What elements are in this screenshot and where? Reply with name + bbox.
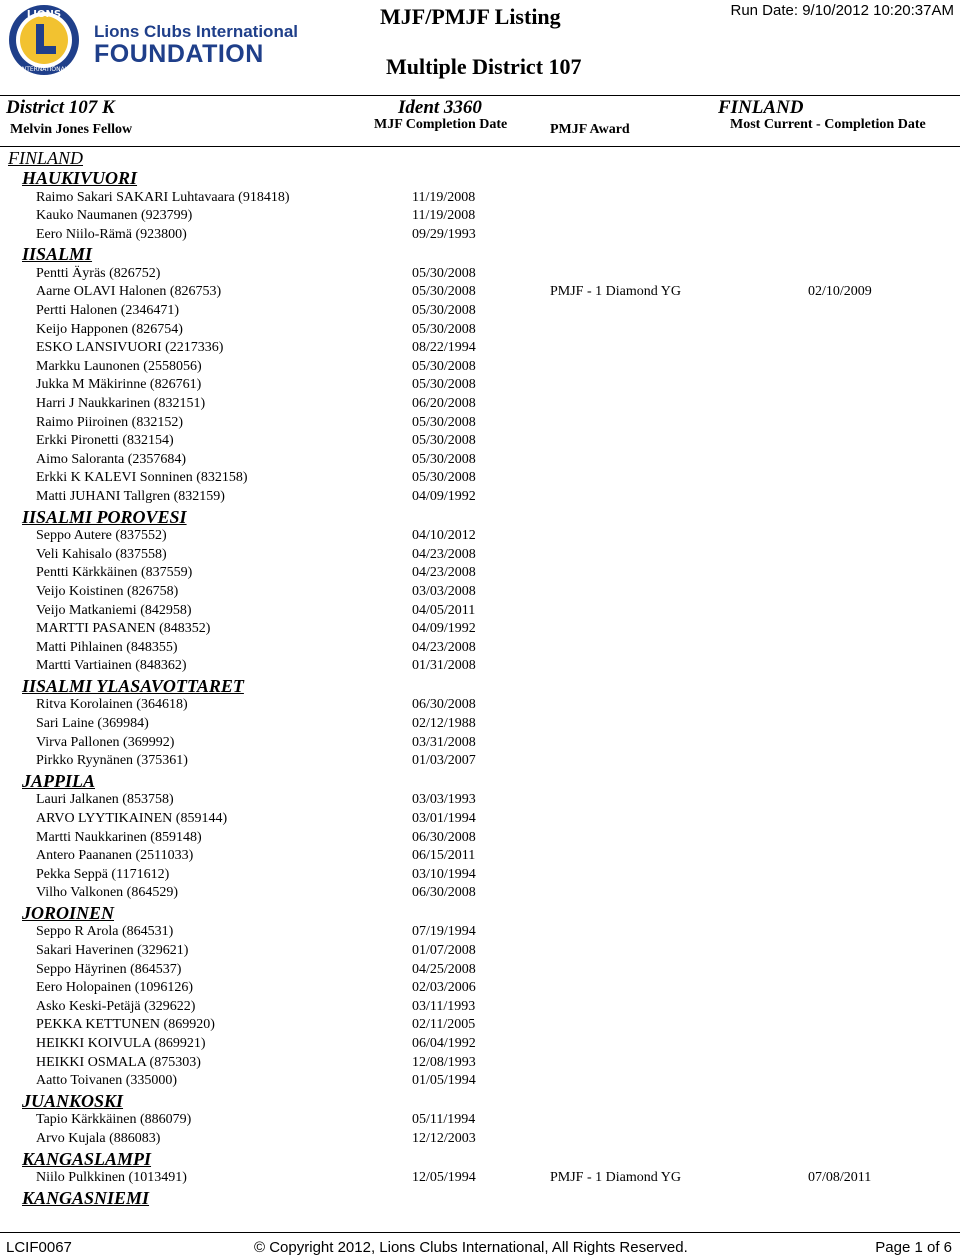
country-label: FINLAND: [718, 97, 804, 118]
fellow-row: [0, 735, 960, 753]
report-title: MJF/PMJF Listing: [380, 4, 561, 29]
fellow-row: [0, 284, 960, 302]
fellow-name: Seppo Häyrinen (864537): [36, 961, 182, 977]
completion-date: 04/05/2011: [412, 602, 476, 618]
col-completion: MJF Completion Date: [374, 117, 508, 132]
report-subtitle: Multiple District 107: [386, 54, 582, 79]
fellow-row: [0, 1036, 960, 1054]
lcif-logo: [6, 2, 299, 78]
club-heading: HAUKIVUORI: [22, 168, 138, 188]
club-heading: IISALMI POROVESI: [22, 506, 187, 527]
completion-date: 06/30/2008: [412, 697, 476, 713]
completion-date: 05/30/2008: [412, 303, 476, 318]
fellow-row: [0, 340, 960, 358]
fellow-name: Aatto Toivanen (335000): [36, 1073, 178, 1089]
fellow-name: Raimo Piiroinen (832152): [36, 414, 183, 430]
fellow-row: [0, 190, 960, 208]
fellow-name: Keijo Happonen (826754): [36, 321, 183, 337]
club-heading: JUANKOSKI: [22, 1090, 124, 1111]
fellow-row: [0, 811, 960, 829]
fellow-name: Kauko Naumanen (923799): [36, 208, 193, 224]
column-header-bar: [0, 95, 960, 147]
fellow-row: [0, 377, 960, 395]
fellow-name: Tapio Kärkkäinen (886079): [36, 1112, 192, 1128]
completion-date: 03/31/2008: [412, 734, 476, 750]
fellow-row: [0, 697, 960, 715]
fellow-name: Eero Niilo-Rämä (923800): [36, 226, 187, 242]
fellow-row: [0, 1055, 960, 1073]
club-heading: IISALMI: [22, 244, 93, 265]
col-award: PMJF Award: [550, 122, 630, 137]
fellow-name: Pentti Äyräs (826752): [36, 265, 161, 281]
club-heading: JAPPILA: [22, 770, 96, 791]
fellow-row: [0, 470, 960, 488]
logo-line1: Lions Clubs International: [94, 22, 299, 41]
fellow-name: Matti JUHANI Tallgren (832159): [36, 489, 225, 504]
completion-date: 06/20/2008: [412, 396, 476, 411]
completion-date: 05/30/2008: [412, 265, 476, 281]
fellow-name: MARTTI PASANEN (848352): [36, 621, 211, 637]
completion-date: 08/22/1994: [412, 340, 476, 356]
completion-date: 01/31/2008: [412, 658, 476, 674]
fellow-name: Niilo Pulkkinen (1013491): [36, 1170, 187, 1185]
fellow-row: [0, 885, 960, 903]
fellow-name: Pentti Kärkkäinen (837559): [36, 565, 193, 581]
ident-label: Ident 3360: [398, 97, 482, 118]
completion-date: 05/30/2008: [412, 433, 476, 449]
fellow-row: [0, 1112, 960, 1130]
fellow-row: [0, 867, 960, 885]
pmjf-award: PMJF - 1 Diamond YG: [550, 1170, 681, 1185]
fellow-name: ARVO LYYTIKAINEN (859144): [36, 810, 228, 826]
fellow-name: Markku Launonen (2558056): [36, 358, 202, 374]
fellow-row: [0, 396, 960, 414]
fellow-row: [0, 962, 960, 980]
completion-date: 02/12/1988: [412, 716, 476, 731]
completion-date: 11/19/2008: [412, 189, 476, 205]
district-label: District 107 K: [6, 97, 115, 118]
fellow-row: [0, 848, 960, 866]
fellow-row: [0, 603, 960, 621]
completion-date: 04/09/1992: [412, 621, 476, 637]
completion-date: 05/30/2008: [412, 284, 476, 300]
completion-date: 04/23/2008: [412, 546, 476, 562]
fellow-name: Jukka M Mäkirinne (826761): [36, 377, 202, 393]
completion-date: 05/30/2008: [412, 377, 476, 393]
completion-date: 05/11/1994: [412, 1112, 476, 1128]
fellow-name: ESKO LANSIVUORI (2217336): [36, 340, 224, 356]
fellow-name: Aarne OLAVI Halonen (826753): [36, 284, 222, 300]
completion-date: 12/05/1994: [412, 1170, 476, 1185]
fellow-name: HEIKKI OSMALA (875303): [36, 1054, 201, 1070]
fellow-row: [0, 489, 960, 507]
fellow-row: [0, 528, 960, 546]
fellow-row: [0, 208, 960, 226]
completion-date: 06/15/2011: [412, 848, 476, 864]
fellow-row: [0, 943, 960, 961]
fellow-name: PEKKA KETTUNEN (869920): [36, 1017, 215, 1033]
run-date: Run Date: 9/10/2012 10:20:37AM: [730, 2, 954, 19]
completion-date: 11/19/2008: [412, 208, 476, 224]
fellow-row: [0, 621, 960, 639]
fellow-name: Sari Laine (369984): [36, 716, 149, 731]
fellow-name: Matti Pihlainen (848355): [36, 639, 178, 655]
fellow-name: Seppo R Arola (864531): [36, 924, 174, 940]
fellow-row: [0, 792, 960, 810]
logo-line2: FOUNDATION: [94, 40, 264, 68]
fellow-name: Harri J Naukkarinen (832151): [36, 396, 206, 411]
fellow-name: Raimo Sakari SAKARI Luhtavaara (918418): [36, 189, 290, 205]
fellow-row: [0, 980, 960, 998]
completion-date: 06/30/2008: [412, 885, 476, 901]
fellow-row: [0, 547, 960, 565]
fellow-row: [0, 452, 960, 470]
fellow-row: [0, 716, 960, 734]
fellow-row: [0, 415, 960, 433]
svg-text:INTERNATIONAL: INTERNATIONAL: [19, 66, 69, 73]
completion-date: 04/23/2008: [412, 565, 476, 581]
fellow-row: [0, 266, 960, 284]
completion-date: 02/11/2005: [412, 1017, 476, 1033]
fellow-name: Arvo Kujala (886083): [36, 1130, 161, 1146]
completion-date: 01/03/2007: [412, 753, 476, 769]
completion-date: 03/01/1994: [412, 810, 476, 826]
page-footer: [0, 1232, 960, 1259]
svg-text:LIONS: LIONS: [26, 9, 62, 20]
fellow-row: [0, 303, 960, 321]
current-completion-date: 02/10/2009: [808, 284, 872, 300]
fellow-row: [0, 753, 960, 771]
fellow-name: Virva Pallonen (369992): [36, 734, 175, 750]
current-completion-date: 07/08/2011: [808, 1170, 872, 1185]
fellow-row: [0, 322, 960, 340]
fellow-name: Pirkko Ryynänen (375361): [36, 753, 188, 769]
fellow-row: [0, 830, 960, 848]
fellow-name: Eero Holopainen (1096126): [36, 980, 194, 996]
fellow-name: Veijo Matkaniemi (842958): [36, 602, 192, 618]
col-fellow: Melvin Jones Fellow: [10, 122, 133, 137]
fellow-name: Asko Keski-Petäjä (329622): [36, 998, 196, 1014]
completion-date: 04/23/2008: [412, 639, 476, 655]
fellow-name: Martti Naukkarinen (859148): [36, 829, 202, 845]
fellow-name: Erkki Pironetti (832154): [36, 433, 174, 449]
completion-date: 05/30/2008: [412, 451, 476, 467]
fellow-name: Seppo Autere (837552): [36, 528, 167, 544]
fellow-row: [0, 999, 960, 1017]
club-heading: JOROINEN: [22, 902, 115, 923]
completion-date: 04/25/2008: [412, 961, 476, 977]
page-number: Page 1 of 6: [875, 1239, 952, 1256]
completion-date: 02/03/2006: [412, 980, 476, 996]
completion-date: 05/30/2008: [412, 321, 476, 337]
completion-date: 05/30/2008: [412, 414, 476, 430]
fellow-name: Lauri Jalkanen (853758): [36, 792, 174, 808]
completion-date: 01/07/2008: [412, 943, 476, 958]
report-id: LCIF0067: [6, 1239, 72, 1256]
fellow-row: [0, 584, 960, 602]
col-current: Most Current - Completion Date: [730, 117, 926, 132]
completion-date: 04/09/1992: [412, 489, 476, 504]
club-heading: KANGASNIEMI: [22, 1187, 150, 1208]
fellow-row: [0, 359, 960, 377]
club-heading: IISALMI YLASAVOTTARET: [22, 675, 244, 696]
completion-date: 05/30/2008: [412, 358, 476, 374]
completion-date: 06/30/2008: [412, 829, 476, 845]
pmjf-award: PMJF - 1 Diamond YG: [550, 284, 681, 300]
fellow-name: Veijo Koistinen (826758): [36, 583, 179, 599]
fellow-row: [0, 1170, 960, 1188]
fellow-name: Erkki K KALEVI Sonninen (832158): [36, 470, 248, 486]
copyright: © Copyright 2012, Lions Clubs International, All Rights Reserved.: [254, 1239, 688, 1256]
fellow-name: Pekka Seppä (1171612): [36, 866, 170, 882]
country-heading: FINLAND: [8, 148, 84, 168]
completion-date: 12/08/1993: [412, 1054, 476, 1070]
fellow-name: Martti Vartiainen (848362): [36, 658, 187, 674]
fellow-row: [0, 433, 960, 451]
fellow-name: Sakari Haverinen (329621): [36, 943, 189, 958]
fellow-row: [0, 658, 960, 676]
completion-date: 03/03/2008: [412, 583, 476, 599]
completion-date: 12/12/2003: [412, 1130, 476, 1146]
fellow-row: [0, 924, 960, 942]
completion-date: 05/30/2008: [412, 470, 476, 486]
fellow-row: [0, 1017, 960, 1035]
fellow-row: [0, 640, 960, 658]
completion-date: 03/11/1993: [412, 998, 476, 1014]
fellow-row: [0, 565, 960, 583]
fellow-name: Antero Paananen (2511033): [36, 848, 194, 864]
fellow-name: HEIKKI KOIVULA (869921): [36, 1036, 206, 1051]
fellow-name: Vilho Valkonen (864529): [36, 885, 178, 901]
completion-date: 09/29/1993: [412, 226, 476, 242]
completion-date: 06/04/1992: [412, 1036, 476, 1051]
fellow-row: [0, 1073, 960, 1091]
fellow-row: [0, 1131, 960, 1149]
completion-date: 04/10/2012: [412, 528, 476, 544]
fellow-name: Aimo Saloranta (2357684): [36, 451, 187, 467]
completion-date: 01/05/1994: [412, 1073, 476, 1089]
fellow-name: Pertti Halonen (2346471): [36, 303, 180, 318]
club-heading: KANGASLAMPI: [22, 1148, 152, 1169]
fellow-name: Ritva Korolainen (364618): [36, 697, 188, 713]
fellow-row: [0, 227, 960, 245]
completion-date: 03/03/1993: [412, 792, 476, 808]
fellow-name: Veli Kahisalo (837558): [36, 546, 167, 562]
completion-date: 07/19/1994: [412, 924, 476, 940]
completion-date: 03/10/1994: [412, 866, 476, 882]
